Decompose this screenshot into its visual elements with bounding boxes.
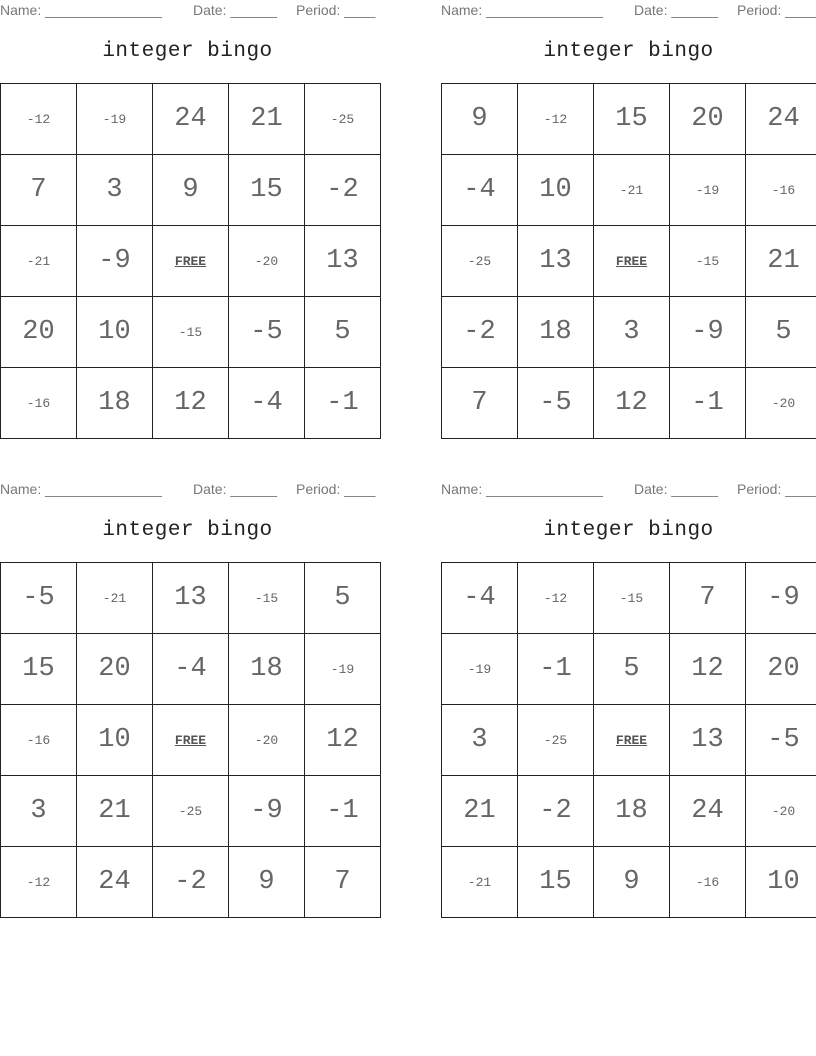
card-title: integer bingo bbox=[102, 519, 273, 542]
bingo-cell: -16 bbox=[1, 705, 77, 776]
bingo-card bbox=[0, 479, 375, 919]
bingo-cell: -15 bbox=[594, 563, 670, 634]
bingo-cell: -16 bbox=[1, 368, 77, 439]
bingo-row bbox=[1, 155, 381, 226]
bingo-row bbox=[1, 563, 381, 634]
bingo-cell: -20 bbox=[229, 226, 305, 297]
period-field-label: Period: ____ bbox=[737, 481, 816, 497]
bingo-cell: 7 bbox=[305, 847, 381, 918]
bingo-row bbox=[442, 563, 816, 634]
bingo-cell: 24 bbox=[77, 847, 153, 918]
bingo-cell: 7 bbox=[1, 155, 77, 226]
bingo-cell: -20 bbox=[746, 776, 816, 847]
bingo-row bbox=[1, 847, 381, 918]
bingo-cell: -4 bbox=[153, 634, 229, 705]
bingo-cell: -19 bbox=[670, 155, 746, 226]
bingo-cell: 13 bbox=[670, 705, 746, 776]
period-field-label: Period: ____ bbox=[737, 2, 816, 18]
bingo-cell: 12 bbox=[153, 368, 229, 439]
bingo-row bbox=[1, 84, 381, 155]
bingo-cell: 13 bbox=[518, 226, 594, 297]
bingo-row bbox=[1, 368, 381, 439]
date-field-label: Date: ______ bbox=[193, 2, 278, 18]
bingo-cell: -5 bbox=[746, 705, 816, 776]
bingo-cell: 9 bbox=[442, 84, 518, 155]
bingo-card bbox=[441, 0, 816, 440]
date-field-label: Date: ______ bbox=[193, 481, 278, 497]
bingo-cell: -1 bbox=[305, 776, 381, 847]
bingo-cell: 9 bbox=[594, 847, 670, 918]
bingo-cell: 10 bbox=[746, 847, 816, 918]
bingo-row bbox=[1, 776, 381, 847]
bingo-cell: -2 bbox=[305, 155, 381, 226]
bingo-row bbox=[442, 634, 816, 705]
bingo-cell: -9 bbox=[746, 563, 816, 634]
bingo-cell: -12 bbox=[1, 847, 77, 918]
bingo-cell: 5 bbox=[746, 297, 816, 368]
bingo-cell: 13 bbox=[305, 226, 381, 297]
student-info-header bbox=[441, 481, 816, 499]
bingo-cell: -25 bbox=[518, 705, 594, 776]
bingo-row bbox=[442, 226, 816, 297]
bingo-cell: -19 bbox=[442, 634, 518, 705]
bingo-cell: -21 bbox=[77, 563, 153, 634]
bingo-row bbox=[442, 847, 816, 918]
bingo-cell: -25 bbox=[305, 84, 381, 155]
bingo-cell: 12 bbox=[670, 634, 746, 705]
bingo-cell: 18 bbox=[594, 776, 670, 847]
bingo-cell: 20 bbox=[746, 634, 816, 705]
bingo-cell: -15 bbox=[153, 297, 229, 368]
bingo-cell: -21 bbox=[442, 847, 518, 918]
bingo-cell: 21 bbox=[746, 226, 816, 297]
bingo-cell: 10 bbox=[77, 297, 153, 368]
bingo-cell: 20 bbox=[670, 84, 746, 155]
bingo-row bbox=[442, 84, 816, 155]
bingo-cell: -16 bbox=[670, 847, 746, 918]
bingo-cell: -1 bbox=[518, 634, 594, 705]
bingo-cell: -21 bbox=[594, 155, 670, 226]
bingo-cell: 3 bbox=[77, 155, 153, 226]
bingo-row bbox=[1, 297, 381, 368]
bingo-cell: 7 bbox=[442, 368, 518, 439]
bingo-cell: 12 bbox=[594, 368, 670, 439]
bingo-cell: -20 bbox=[229, 705, 305, 776]
bingo-cell: -12 bbox=[1, 84, 77, 155]
bingo-row bbox=[1, 226, 381, 297]
bingo-cell: 3 bbox=[594, 297, 670, 368]
bingo-cell: -15 bbox=[229, 563, 305, 634]
bingo-cell: 12 bbox=[305, 705, 381, 776]
bingo-cell: -2 bbox=[442, 297, 518, 368]
bingo-cell: -19 bbox=[77, 84, 153, 155]
name-field-label: Name: _______________ bbox=[0, 481, 162, 497]
bingo-grid bbox=[441, 562, 816, 918]
bingo-cell: -4 bbox=[442, 155, 518, 226]
bingo-cell: 15 bbox=[229, 155, 305, 226]
free-space: FREE bbox=[153, 226, 229, 297]
period-field-label: Period: ____ bbox=[296, 2, 376, 18]
bingo-cell: 15 bbox=[594, 84, 670, 155]
name-field-label: Name: _______________ bbox=[441, 2, 603, 18]
bingo-cell: -12 bbox=[518, 84, 594, 155]
bingo-cell: 10 bbox=[77, 705, 153, 776]
card-title: integer bingo bbox=[102, 40, 273, 63]
name-field-label: Name: _______________ bbox=[441, 481, 603, 497]
bingo-cell: -12 bbox=[518, 563, 594, 634]
bingo-cell: -21 bbox=[1, 226, 77, 297]
bingo-cell: 13 bbox=[153, 563, 229, 634]
bingo-cell: -5 bbox=[518, 368, 594, 439]
free-space: FREE bbox=[594, 226, 670, 297]
bingo-cell: 5 bbox=[594, 634, 670, 705]
bingo-cell: -15 bbox=[670, 226, 746, 297]
bingo-grid bbox=[0, 562, 381, 918]
student-info-header bbox=[441, 2, 816, 20]
student-info-header bbox=[0, 2, 375, 20]
bingo-cell: -9 bbox=[670, 297, 746, 368]
bingo-cell: 15 bbox=[1, 634, 77, 705]
bingo-cell: 21 bbox=[442, 776, 518, 847]
bingo-grid bbox=[0, 83, 381, 439]
bingo-cell: -1 bbox=[305, 368, 381, 439]
bingo-cell: -5 bbox=[229, 297, 305, 368]
bingo-cell: -5 bbox=[1, 563, 77, 634]
free-space: FREE bbox=[153, 705, 229, 776]
card-title: integer bingo bbox=[543, 40, 714, 63]
bingo-row bbox=[1, 634, 381, 705]
bingo-cell: 5 bbox=[305, 297, 381, 368]
name-field-label: Name: _______________ bbox=[0, 2, 162, 18]
bingo-row bbox=[442, 368, 816, 439]
bingo-cell: 21 bbox=[229, 84, 305, 155]
bingo-row bbox=[442, 155, 816, 226]
card-title: integer bingo bbox=[543, 519, 714, 542]
bingo-card bbox=[441, 479, 816, 919]
bingo-cell: -9 bbox=[77, 226, 153, 297]
bingo-cell: -9 bbox=[229, 776, 305, 847]
date-field-label: Date: ______ bbox=[634, 2, 719, 18]
bingo-row bbox=[442, 776, 816, 847]
bingo-cell: -4 bbox=[442, 563, 518, 634]
student-info-header bbox=[0, 481, 375, 499]
bingo-card bbox=[0, 0, 375, 440]
bingo-cell: -19 bbox=[305, 634, 381, 705]
bingo-cell: 24 bbox=[746, 84, 816, 155]
bingo-cell: 3 bbox=[442, 705, 518, 776]
bingo-cell: 21 bbox=[77, 776, 153, 847]
bingo-cell: 9 bbox=[229, 847, 305, 918]
bingo-cell: 18 bbox=[77, 368, 153, 439]
bingo-row bbox=[442, 297, 816, 368]
bingo-cell: -4 bbox=[229, 368, 305, 439]
bingo-cell: 5 bbox=[305, 563, 381, 634]
bingo-cell: 18 bbox=[229, 634, 305, 705]
bingo-cell: 15 bbox=[518, 847, 594, 918]
period-field-label: Period: ____ bbox=[296, 481, 376, 497]
bingo-cell: 24 bbox=[670, 776, 746, 847]
bingo-cell: 9 bbox=[153, 155, 229, 226]
bingo-grid bbox=[441, 83, 816, 439]
bingo-cell: 7 bbox=[670, 563, 746, 634]
bingo-cell: 3 bbox=[1, 776, 77, 847]
bingo-cell: -16 bbox=[746, 155, 816, 226]
bingo-cell: -1 bbox=[670, 368, 746, 439]
bingo-cell: 20 bbox=[1, 297, 77, 368]
date-field-label: Date: ______ bbox=[634, 481, 719, 497]
bingo-cell: 20 bbox=[77, 634, 153, 705]
bingo-cell: -2 bbox=[518, 776, 594, 847]
bingo-cell: 24 bbox=[153, 84, 229, 155]
bingo-cell: 18 bbox=[518, 297, 594, 368]
bingo-cell: 10 bbox=[518, 155, 594, 226]
bingo-row bbox=[442, 705, 816, 776]
bingo-cell: -25 bbox=[442, 226, 518, 297]
bingo-row bbox=[1, 705, 381, 776]
free-space: FREE bbox=[594, 705, 670, 776]
bingo-cell: -2 bbox=[153, 847, 229, 918]
bingo-cell: -20 bbox=[746, 368, 816, 439]
bingo-cell: -25 bbox=[153, 776, 229, 847]
